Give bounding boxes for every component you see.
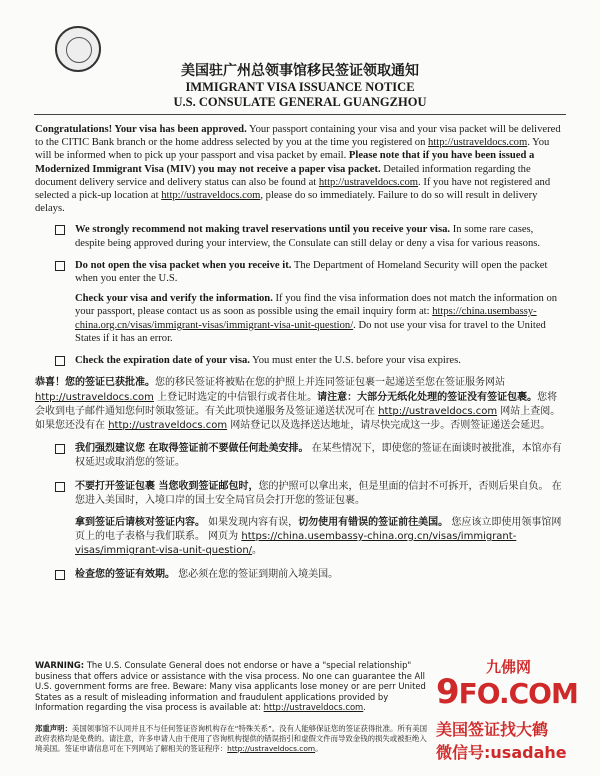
item-packet-zh	[55, 480, 565, 559]
intro-text-1: Your passport containing your visa and your visa packet will be delivered to the CITIC Bank branch or the home address selected by you at the time you registered on	[35, 124, 561, 149]
item-bold: 我们强烈建议您 在取得签证前不要做任何赴美安排。	[75, 442, 309, 454]
title-en-2: U.S. CONSULATE GENERAL GUANGZHOU	[173, 95, 427, 109]
checkbox-icon	[55, 482, 65, 492]
item-text: The Department of Homeland Security will open the packet when you enter the U.S.	[75, 259, 548, 285]
item-bold: We strongly recommend not making travel reservations until you receive your visa.	[75, 224, 451, 236]
checkbox-icon	[55, 444, 65, 454]
item-expiry-en	[55, 354, 565, 367]
item-text: 在某些情况下，即使您的签证在面谈时被批准，本馆亦有权延迟或取消您的签证。	[75, 442, 562, 469]
intro-text-3: Detailed information regarding the document delivery service and delivery status can also be found at	[35, 163, 531, 188]
watermark-logo-text: FO.COM	[458, 677, 578, 710]
item-text: You must enter the U.S. before your visa expires.	[249, 355, 461, 367]
verify-zh-text-3: 。	[252, 545, 263, 557]
warning-text: The U.S. Consulate General does not endorse or have a "special relationship" business that offers advice or assistance with the visa process. No one can guarantee the All U.S. government forms are free. Beware: Many visa applicants lose money or are perr United States as a result of misleading information and fraudulent applications provided by Information regarding the visa process is available at:	[35, 660, 426, 713]
notice-body	[35, 123, 565, 591]
item-bold: Check the expiration date of your visa.	[75, 355, 250, 367]
inquiry-form-link-zh[interactable]: https://china.usembassy-china.org.cn/visas/immigrant-visas/immigrant-visa-unit-question/	[75, 530, 517, 557]
watermark-site-zh: 九佛网	[486, 658, 532, 676]
header-divider	[34, 114, 566, 115]
item-travel-en	[55, 223, 565, 249]
item-text: 您必须在您的签证到期前入境美国。	[175, 568, 339, 580]
verify-zh-text-1: 如果发现内容有误，	[205, 516, 299, 528]
item-bold: 检查您的签证有效期。	[75, 568, 175, 580]
congrats-zh: 恭喜！您的签证已获批准。	[35, 377, 155, 389]
intro-zh	[35, 376, 565, 434]
item-packet-en	[55, 259, 565, 345]
checkbox-icon	[55, 225, 65, 235]
disclaimer-zh	[35, 724, 430, 754]
verify-zh-bold: 拿到签证后请核对签证内容。	[75, 516, 205, 528]
checkbox-icon	[55, 261, 65, 271]
intro-zh-text-2: 上登记时选定的中信银行或者住址。	[153, 391, 318, 403]
watermark-logo-9: 9	[436, 672, 459, 712]
warning-label: WARNING:	[35, 660, 85, 670]
miv-note: Please note that if you have been issued a Modernized Immigrant Visa (MIV) you may not receive a paper visa packet.	[35, 150, 535, 175]
warning-end: .	[363, 702, 366, 713]
title-en-1: IMMIGRANT VISA ISSUANCE NOTICE	[185, 80, 415, 94]
verify-en	[75, 292, 565, 345]
intro-zh-text-4: 网站上查阅。如果您还没有在	[35, 406, 561, 432]
verify-text-1: If you find the visa information does not match the information on your passport, please contact us as soon as possible using the email inquiry form at:	[75, 293, 558, 318]
verify-zh-text-2: 您应该立即使用领事馆网页上的电子表格与我们联系。 网页为	[75, 516, 562, 542]
ustraveldocs-link-3[interactable]: http://ustraveldocs.com	[161, 190, 261, 202]
verify-zh	[75, 516, 565, 559]
watermark-logo	[436, 672, 578, 712]
congrats-en: Congratulations! Your visa has been approved.	[35, 124, 247, 135]
checkbox-icon	[55, 570, 65, 580]
verify-zh-bold-2: 切勿使用有错误的签证前往美国。	[298, 516, 449, 528]
intro-zh-text-1: 您的移民签证将被贴在您的护照上并连同签证包裹一起递送至您在签证服务网站	[155, 377, 505, 389]
disclaimer-text: 美国领事馆不认同并且不与任何签证咨询机构存在“特殊关系”。没有人能够保证您的签证获得批准。所有美国政府表格均是免费的。请注意，许多申请人由于使用了咨询机构提供的错误指引和虚假文件而导致金钱的损失或被拒绝入境美国。签证申请信息可在下列网站了解相关的签证程序：	[35, 724, 427, 753]
item-bold: 不要打开签证包裹 当您收到签证邮包时，	[75, 480, 259, 492]
intro-zh-text-5: 网站登记以及选择送达地址，请尽快完成这一步。否则签证递送会延迟。	[227, 420, 551, 432]
verify-bold: Check your visa and verify the information.	[75, 293, 273, 305]
disclaimer-end: 。	[315, 744, 323, 753]
warning-link[interactable]: http://ustraveldocs.com	[263, 702, 364, 713]
ustraveldocs-link-1[interactable]: http://ustraveldocs.com	[428, 137, 528, 149]
intro-text-5: , please do so immediately. Failure to do so will result in delivery delays.	[35, 190, 538, 215]
ustraveldocs-link-2[interactable]: http://ustraveldocs.com	[318, 176, 419, 188]
item-travel-zh	[55, 442, 565, 471]
inquiry-form-link[interactable]: https://china.usembassy-china.org.cn/visas/immigrant-visas/immigrant-visa-unit-question/	[75, 306, 537, 331]
intro-zh-text-3: 您将会收到电子邮件通知您何时领取签证。有关此项快递服务及签证递送状况可在	[35, 391, 558, 418]
ustraveldocs-link-zh-3[interactable]: http://ustraveldocs.com	[108, 420, 228, 432]
ustraveldocs-link-zh-1[interactable]: http://ustraveldocs.com	[35, 391, 154, 403]
ustraveldocs-link-zh-2[interactable]: http://ustraveldocs.com	[378, 406, 498, 418]
item-text: 您的护照可以拿出来，但是里面的信封不可拆开，否则后果自负。 在您进入美国时，入境口岸的国土安全局官员会打开您的签证包裹。	[75, 480, 562, 507]
disclaimer-link[interactable]: http://ustraveldocs.com	[227, 744, 316, 753]
watermark-wechat: 微信号:usadahe	[436, 743, 567, 762]
intro-text-2: . You will be informed when to pick up your passport and visa packet by email.	[35, 137, 550, 162]
item-bold: Do not open the visa packet when you receive it.	[75, 259, 292, 271]
checkbox-icon	[55, 356, 65, 366]
verify-text-2: . Do not use your visa for travel to the United States if it has an error.	[75, 319, 546, 344]
title-zh: 美国驻广州总领事馆移民签证领取通知	[181, 63, 419, 79]
item-text: In some rare cases, despite being approved during your interview, the Consulate can still delay or deny a visa for various reasons.	[75, 224, 541, 249]
intro-en	[35, 123, 565, 215]
warning-en	[35, 660, 430, 713]
item-expiry-zh	[55, 568, 565, 582]
intro-text-4: . If you have not registered and selected a pick-up location at	[35, 176, 551, 202]
watermark-slogan: 美国签证找大鹤	[436, 720, 549, 739]
paperless-note-zh: 请注意：大部分无纸化处理的签证没有签证包裹。	[317, 391, 538, 403]
disclaimer-label: 郑重声明：	[35, 724, 72, 733]
